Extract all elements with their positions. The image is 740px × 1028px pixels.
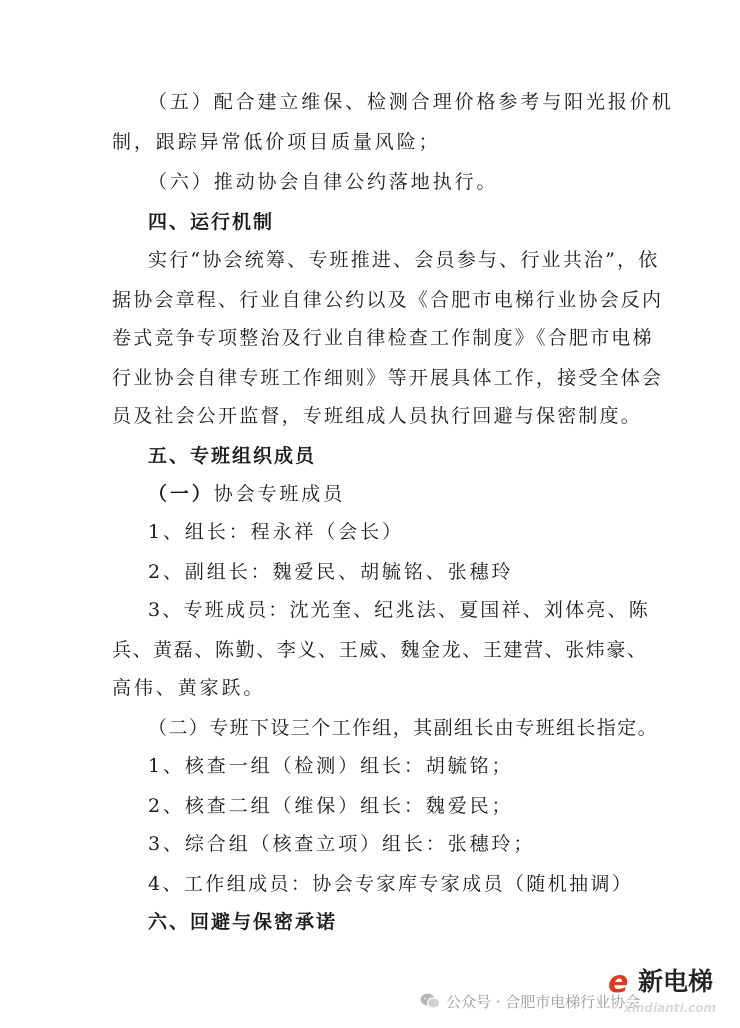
paragraph-line: （五）配合建立维保、检测合理价格参考与阳光报价机 [148,91,674,113]
paragraph-line: 员及社会公开监督，专班组成人员执行回避与保密制度。 [112,405,643,427]
paragraph-line: 高伟、黄家跃。 [112,677,266,699]
subsection-line: （二）专班下设三个工作组，其副组长由专班组长指定。 [148,717,659,739]
subsection-title: 协会专班成员 [213,483,346,505]
site-logo [608,966,730,1022]
subsection-line [148,482,345,506]
wechat-icon [420,993,440,1009]
list-item: 2、核查二组（维保）组长：魏爱民； [148,795,514,817]
paragraph-line: 兵、黄磊、陈勤、李义、王威、魏金龙、王建营、张炜豪、 [112,639,648,661]
list-item: 3、综合组（核查立项）组长：张穗玲； [148,833,536,855]
paragraph-line: 行业协会自律专班工作细则》等开展具体工作，接受全体会 [112,367,664,389]
subsection-number: （一） [148,483,214,505]
account-text: 公众号 · 合肥市电梯行业协会 [446,992,641,1011]
list-item: 1、核查一组（检测）组长：胡毓铭； [148,755,514,777]
section-heading: 四、运行机制 [148,211,275,233]
paragraph-line: （六）推动协会自律公约落地执行。 [148,171,499,193]
list-item: 1、组长：程永祥（会长） [148,521,404,543]
list-item: 2、副组长：魏爱民、胡毓铭、张穗玲 [148,561,514,583]
list-item: 3、专班成员：沈光奎、纪兆法、夏国祥、刘体亮、陈 [148,599,650,621]
paragraph-line: 卷式竞争专项整治及行业自律检查工作制度》《合肥市电梯 [112,327,654,349]
paragraph-line: 制，跟踪异常低价项目质量风险； [112,131,441,153]
list-item: 4、工作组成员：协会专家库专家成员（随机抽调） [148,873,634,895]
section-heading: 五、专班组织成员 [148,445,317,467]
logo-mark: e [608,965,629,1000]
logo-url: xindianti.com [624,1001,717,1015]
logo-text: 新电梯 [638,967,714,996]
section-heading: 六、回避与保密承诺 [148,911,338,933]
paragraph-line: 据协会章程、行业自律公约以及《合肥市电梯行业协会反内 [112,289,664,311]
paragraph-line: 实行“协会统筹、专班推进、会员参与、行业共治”，依 [148,249,660,271]
